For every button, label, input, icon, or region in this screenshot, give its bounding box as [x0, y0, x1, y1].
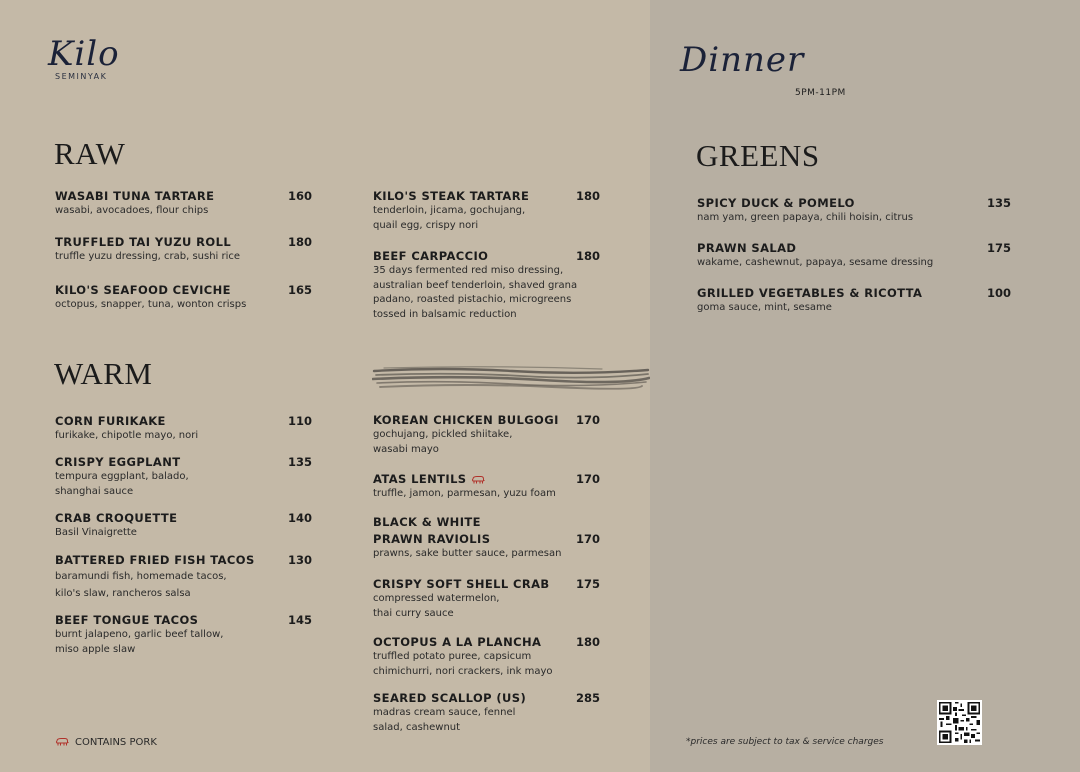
- menu-item: [373, 472, 556, 502]
- item-desc: kilo's slaw, rancheros salsa: [55, 587, 191, 599]
- item-desc: compressed watermelon,: [373, 593, 500, 604]
- item-desc: Basil Vinaigrette: [55, 527, 137, 538]
- item-desc: prawns, sake butter sauce, parmesan: [373, 548, 562, 559]
- menu-item: [373, 249, 577, 322]
- item-name: BEEF TONGUE TACOS: [55, 613, 199, 627]
- item-desc: baramundi fish, homemade tacos,: [55, 571, 227, 582]
- item-price: 135: [288, 455, 313, 469]
- menu-item: [373, 413, 559, 457]
- item-name: CRAB CROQUETTE: [55, 511, 178, 525]
- brand-name: Kilo: [48, 34, 120, 74]
- menu-item: [697, 196, 913, 226]
- item-name: KOREAN CHICKEN BULGOGI: [373, 413, 559, 427]
- section-title-greens: GREENS: [696, 138, 820, 173]
- menu-item: [373, 691, 526, 735]
- item-name: SEARED SCALLOP (US): [373, 691, 527, 705]
- item-name: KILO'S SEAFOOD CEVICHE: [55, 283, 231, 297]
- item-price: 180: [576, 249, 601, 263]
- pig-icon: [55, 737, 69, 747]
- item-desc: 35 days fermented red miso dressing,: [373, 265, 564, 276]
- item-desc: truffle, jamon, parmesan, yuzu foam: [373, 488, 556, 499]
- pig-icon: [471, 475, 485, 485]
- menu-item: [373, 189, 529, 233]
- legend-text: CONTAINS PORK: [75, 737, 157, 748]
- item-name-text: ATAS LENTILS: [373, 472, 467, 486]
- item-desc: quail egg, crispy nori: [373, 219, 479, 231]
- item-name: CORN FURIKAKE: [55, 414, 166, 428]
- item-desc: salad, cashewnut: [373, 721, 461, 733]
- brand-location: SEMINYAK: [55, 72, 108, 81]
- item-name-line1: BLACK & WHITE: [373, 515, 481, 529]
- item-desc: furikake, chipotle mayo, nori: [55, 430, 199, 441]
- item-price: 175: [576, 577, 601, 591]
- item-price: 100: [987, 286, 1012, 300]
- price-footnote: *prices are subject to tax & service charges: [686, 737, 884, 747]
- menu-item: [373, 515, 561, 562]
- item-name: OCTOPUS A LA PLANCHA: [373, 635, 542, 649]
- menu-item: [55, 613, 223, 657]
- item-name: GRILLED VEGETABLES & RICOTTA: [697, 286, 923, 300]
- item-desc: burnt jalapeno, garlic beef tallow,: [55, 629, 224, 640]
- menu-item: [697, 241, 933, 271]
- item-price: 180: [576, 189, 601, 203]
- item-name: BATTERED FRIED FISH TACOS: [55, 553, 255, 567]
- item-desc: tempura eggplant, balado,: [55, 471, 189, 482]
- item-desc: truffled potato puree, capsicum: [373, 651, 532, 662]
- menu-hours: 5PM-11PM: [795, 88, 846, 98]
- item-price: 170: [576, 472, 601, 486]
- item-desc: madras cream sauce, fennel: [373, 707, 516, 718]
- item-name: [373, 472, 556, 487]
- item-desc: wasabi mayo: [373, 443, 439, 455]
- item-name: PRAWN SALAD: [697, 241, 797, 255]
- item-price: 160: [288, 189, 313, 203]
- item-price: 110: [288, 414, 313, 428]
- right-menu-panel: [650, 0, 1080, 772]
- item-name: BEEF CARPACCIO: [373, 249, 489, 263]
- pork-legend: [55, 737, 157, 748]
- menu-item: [697, 286, 922, 316]
- item-name: KILO'S STEAK TARTARE: [373, 189, 530, 203]
- item-name: WASABI TUNA TARTARE: [55, 189, 215, 203]
- menu-item: [55, 511, 177, 541]
- menu-title: Dinner: [680, 40, 805, 80]
- menu-item: [373, 577, 550, 621]
- item-price: 180: [576, 635, 601, 649]
- item-name: CRISPY EGGPLANT: [55, 455, 181, 469]
- item-price: 165: [288, 283, 313, 297]
- item-desc: tossed in balsamic reduction: [373, 308, 517, 320]
- item-name: TRUFFLED TAI YUZU ROLL: [55, 235, 232, 249]
- menu-item: [55, 455, 189, 499]
- brush-stroke-divider: [372, 362, 650, 392]
- item-desc: shanghai sauce: [55, 485, 134, 497]
- item-desc: tenderloin, jicama, gochujang,: [373, 205, 526, 216]
- item-name: SPICY DUCK & POMELO: [697, 196, 855, 210]
- item-price: 180: [288, 235, 313, 249]
- item-desc: wasabi, avocadoes, flour chips: [55, 205, 209, 216]
- item-desc: goma sauce, mint, sesame: [697, 302, 832, 313]
- item-name: CRISPY SOFT SHELL CRAB: [373, 577, 550, 591]
- menu-item: [55, 283, 246, 313]
- menu-item: [55, 235, 240, 265]
- item-desc: australian beef tenderloin, shaved grana: [373, 279, 578, 291]
- item-desc: nam yam, green papaya, chili hoisin, citrus: [697, 212, 914, 223]
- item-desc: padano, roasted pistachio, microgreens: [373, 294, 572, 305]
- menu-item: [55, 553, 255, 601]
- item-price: 285: [576, 691, 601, 705]
- item-price: 175: [987, 241, 1012, 255]
- item-desc: gochujang, pickled shiitake,: [373, 429, 513, 440]
- item-price: 135: [987, 196, 1012, 210]
- menu-item: [373, 635, 553, 679]
- item-desc: miso apple slaw: [55, 643, 136, 655]
- brand-logo: [48, 36, 120, 81]
- item-price: 170: [576, 532, 601, 546]
- item-desc: wakame, cashewnut, papaya, sesame dressing: [697, 257, 934, 268]
- menu-item: [55, 414, 198, 444]
- item-desc: chimichurri, nori crackers, ink mayo: [373, 665, 553, 677]
- item-price: 130: [288, 553, 313, 567]
- item-price: 145: [288, 613, 313, 627]
- section-title-warm: WARM: [54, 356, 153, 391]
- item-price: 140: [288, 511, 313, 525]
- section-title-raw: RAW: [54, 136, 126, 171]
- item-name: PRAWN RAVIOLIS: [373, 532, 491, 546]
- menu-item: [55, 189, 214, 219]
- qr-code-icon[interactable]: [937, 700, 982, 745]
- item-price: 170: [576, 413, 601, 427]
- item-desc: thai curry sauce: [373, 607, 454, 619]
- item-desc: truffle yuzu dressing, crab, sushi rice: [55, 251, 241, 262]
- item-desc: octopus, snapper, tuna, wonton crisps: [55, 299, 247, 310]
